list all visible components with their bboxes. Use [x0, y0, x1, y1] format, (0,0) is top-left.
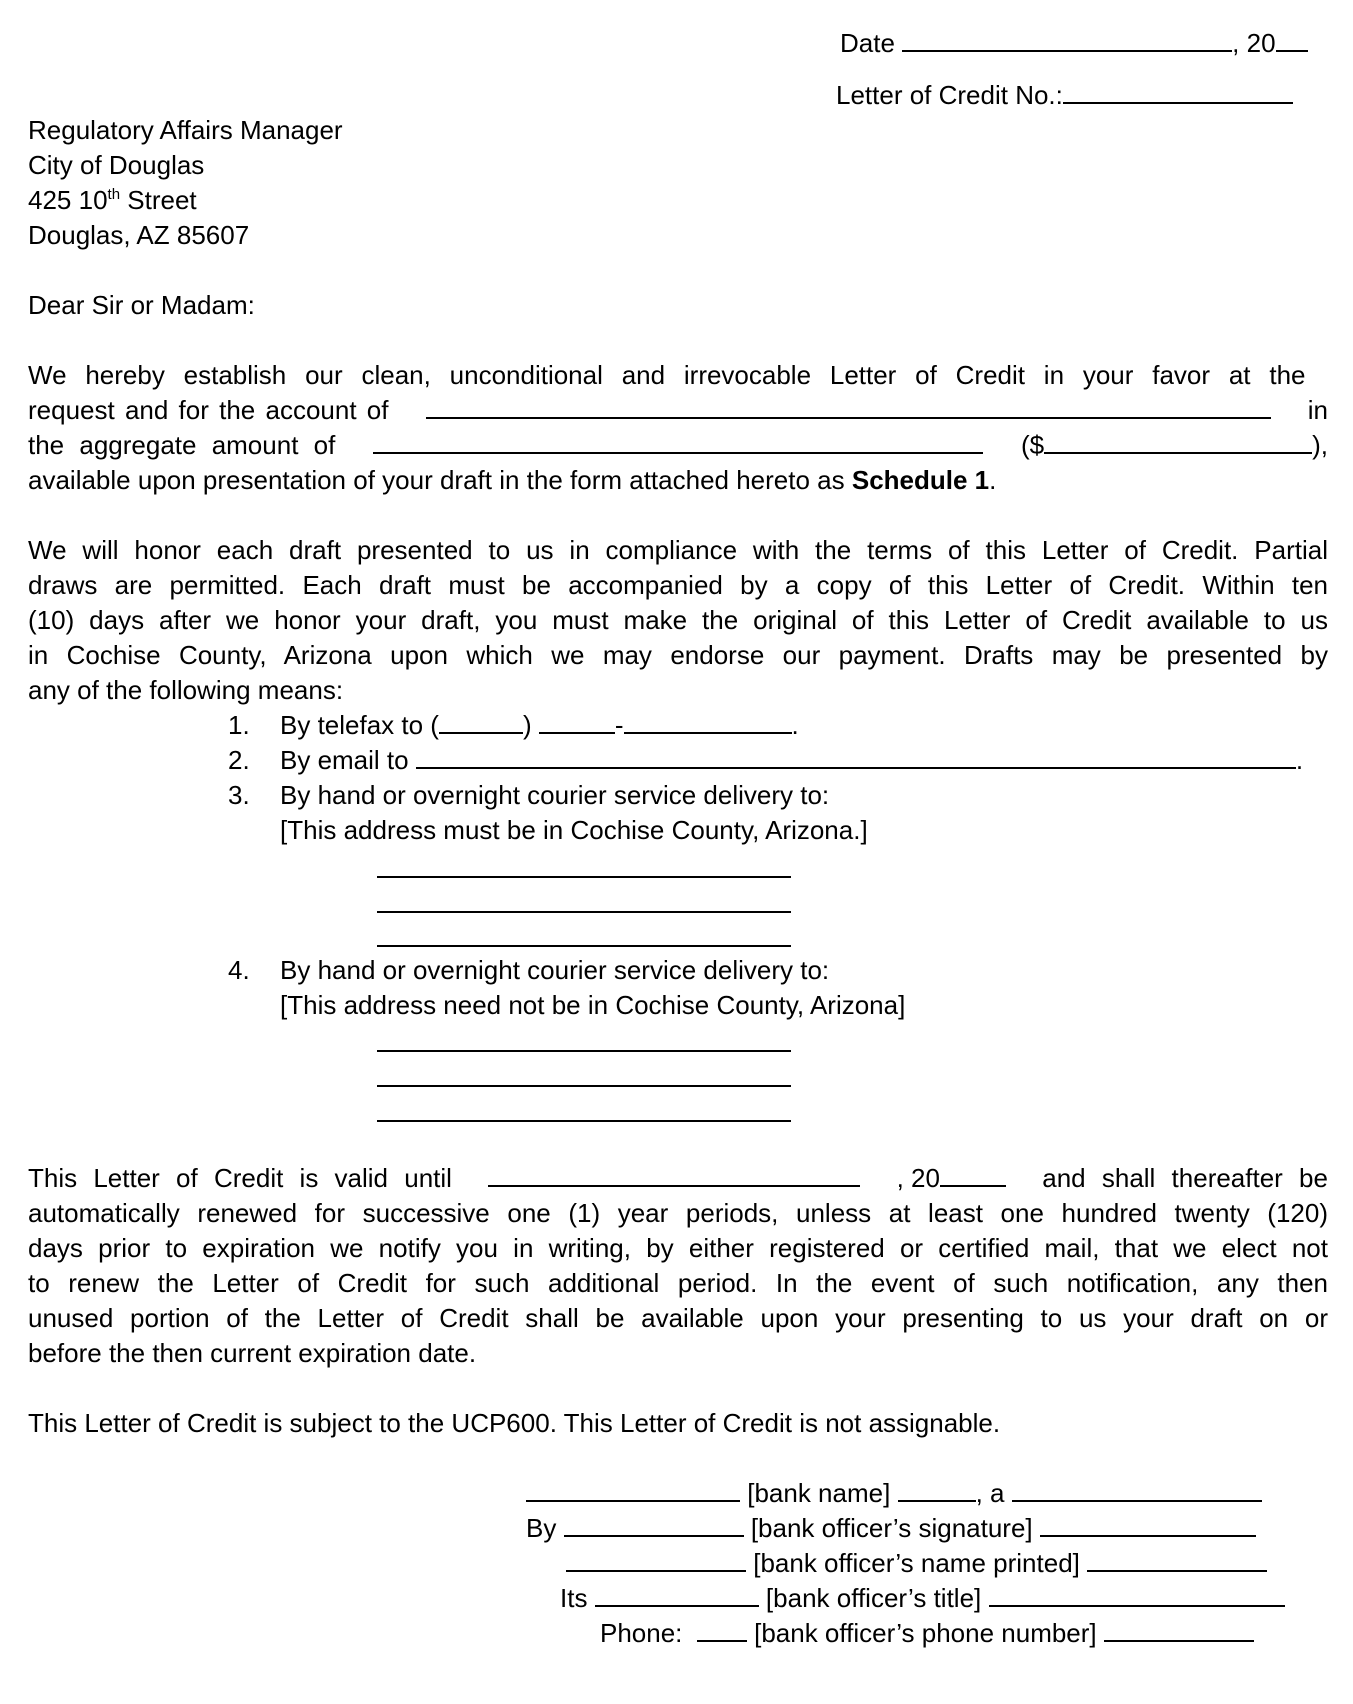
signature-label: [bank officer’s signature] — [750, 1513, 1033, 1543]
courier-any-note: [This address need not be in Cochise County, Arizona] — [280, 990, 906, 1020]
signature-field-2[interactable] — [1040, 1511, 1256, 1537]
para2-text: (10) days after we honor your draft, you must make the original of this Letter of Credit available to us — [28, 605, 1328, 635]
para3-text: days prior to expiration we notify you in writing, by either registered or certified mail, that we elect not — [28, 1233, 1328, 1263]
year-prefix: , 20 — [896, 1163, 940, 1193]
amount-figure-group — [1021, 428, 1328, 462]
ucp-clause: This Letter of Credit is subject to the UCP600. This Letter of Credit is not assignable. — [28, 1408, 1001, 1438]
addressee-title: Regulatory Affairs Manager — [28, 115, 343, 145]
loc-number-field[interactable] — [1063, 78, 1293, 104]
date-line — [840, 26, 1308, 60]
amount-figure-field[interactable] — [1044, 428, 1312, 454]
amount-close: ), — [1312, 430, 1328, 460]
local-address-line-3[interactable] — [377, 945, 791, 947]
phone-field-2[interactable] — [1104, 1616, 1254, 1642]
local-address-line-1[interactable] — [377, 876, 791, 878]
account-party-field[interactable] — [426, 393, 1271, 419]
item-number: 1. — [228, 710, 250, 740]
bank-type-field[interactable] — [1012, 1476, 1262, 1502]
other-address-line-3[interactable] — [377, 1120, 791, 1122]
period: . — [791, 710, 799, 740]
sig-bank-line — [526, 1476, 1262, 1510]
para3-text: before the then current expiration date. — [28, 1338, 477, 1368]
courier-label: By hand or overnight courier service delivery to: — [280, 780, 830, 810]
street-number-suffix: th — [107, 186, 121, 203]
name-printed-field[interactable] — [566, 1546, 746, 1572]
addressee-street — [28, 183, 197, 217]
expiry-date-field[interactable] — [488, 1161, 860, 1187]
email-label: By email to — [280, 745, 409, 775]
email-field[interactable] — [416, 743, 1296, 769]
bank-state-field[interactable] — [898, 1476, 976, 1502]
para2-line — [28, 533, 1328, 567]
comma-a: , a — [975, 1478, 1005, 1508]
addressee-org: City of Douglas — [28, 150, 205, 180]
means-item-courier-local — [228, 778, 829, 812]
dash: - — [614, 710, 624, 740]
item-number: 2. — [228, 745, 250, 775]
para2-text: in Cochise County, Arizona upon which we may endorse our payment. Drafts may be presented by — [28, 640, 1328, 670]
para1-schedule-text: available upon presentation of your draft in the form attached hereto as — [28, 465, 852, 495]
fax-area-code-field[interactable] — [439, 708, 523, 734]
para2-text: draws are permitted. Each draft must be accompanied by a copy of this Letter of Credit. Within ten — [28, 570, 1328, 600]
paren-close: ) — [522, 710, 532, 740]
para3-line — [28, 1231, 1328, 1265]
sig-title-line — [560, 1581, 1285, 1615]
date-year-field[interactable] — [1276, 26, 1308, 52]
para2-line — [28, 603, 1328, 637]
para1-in: in — [1307, 395, 1328, 425]
means-item-email — [228, 743, 1303, 777]
other-address-line-2[interactable] — [377, 1085, 791, 1087]
title-label: [bank officer’s title] — [765, 1583, 982, 1613]
fax-line-field[interactable] — [624, 708, 792, 734]
date-label: Date — [840, 28, 895, 58]
courier-label: By hand or overnight courier service delivery to: — [280, 955, 830, 985]
item-number: 3. — [228, 780, 250, 810]
para1-line2 — [28, 393, 1328, 427]
para3-text: to renew the Letter of Credit for such additional period. In the event of such notification, any then — [28, 1268, 1328, 1298]
amount-words-field[interactable] — [373, 428, 983, 454]
phone-number-label: [bank officer’s phone number] — [754, 1618, 1097, 1648]
para2-text: We will honor each draft presented to us in compliance with the terms of this Letter of Credit. Partial — [28, 535, 1328, 565]
street-number: 425 10 — [28, 185, 108, 215]
para2-line — [28, 568, 1328, 602]
para3-line — [28, 1266, 1328, 1300]
date-field[interactable] — [902, 26, 1232, 52]
para3-line — [28, 1301, 1328, 1335]
other-address-line-1[interactable] — [377, 1050, 791, 1052]
para1-line4 — [28, 463, 996, 497]
its-label: Its — [560, 1583, 588, 1613]
expiry-year-group — [897, 1161, 1006, 1195]
sig-phone-line — [600, 1616, 1254, 1650]
date-year-prefix: , 20 — [1232, 28, 1276, 58]
addressee-city: Douglas, AZ 85607 — [28, 220, 250, 250]
by-label: By — [526, 1513, 557, 1543]
signature-field[interactable] — [564, 1511, 744, 1537]
loc-number-label: Letter of Credit No.: — [836, 80, 1063, 110]
para3-text: unused portion of the Letter of Credit shall be available upon your presenting to us your draft on or — [28, 1303, 1328, 1333]
dollar-prefix: ($ — [1020, 430, 1045, 460]
para1-text: We hereby establish our clean, unconditional and irrevocable Letter of Credit in your favor at the — [28, 360, 1306, 390]
para1-line3 — [28, 428, 1328, 462]
means-item-telefax — [228, 708, 799, 742]
period: . — [989, 465, 997, 495]
name-printed-label: [bank officer’s name printed] — [753, 1548, 1080, 1578]
bank-name-field[interactable] — [526, 1476, 740, 1502]
phone-field[interactable] — [697, 1616, 747, 1642]
item-number: 4. — [228, 955, 250, 985]
salutation: Dear Sir or Madam: — [28, 290, 255, 320]
courier-local-note: [This address must be in Cochise County, Arizona.] — [280, 815, 868, 845]
means-item-courier-any — [228, 953, 829, 987]
para1-line1 — [28, 358, 1328, 392]
fax-prefix-field[interactable] — [539, 708, 615, 734]
valid-until-label: This Letter of Credit is valid until — [28, 1163, 452, 1193]
para3-text: automatically renewed for successive one (1) year periods, unless at least one hundred twenty (120) — [28, 1198, 1328, 1228]
street-name: Street — [120, 185, 197, 215]
title-field[interactable] — [595, 1581, 759, 1607]
title-field-2[interactable] — [989, 1581, 1285, 1607]
para2-text: any of the following means: — [28, 675, 344, 705]
para3-line1 — [28, 1161, 1328, 1195]
para1-amount-label: the aggregate amount of — [28, 430, 336, 460]
expiry-year-field[interactable] — [940, 1161, 1006, 1187]
period: . — [1295, 745, 1304, 775]
bank-name-label: [bank name] — [747, 1478, 891, 1508]
phone-label: Phone: — [600, 1618, 683, 1648]
schedule-1-ref: Schedule 1 — [851, 465, 990, 495]
para3-line — [28, 1196, 1328, 1230]
local-address-line-2[interactable] — [377, 911, 791, 913]
para2-line — [28, 638, 1328, 672]
loc-number-line — [836, 78, 1293, 112]
para1-account-label: request and for the account of — [28, 395, 389, 425]
sig-signature-line — [526, 1511, 1256, 1545]
name-printed-field-2[interactable] — [1087, 1546, 1267, 1572]
renewal-text: and shall thereafter be — [1042, 1163, 1328, 1193]
telefax-label: By telefax to ( — [280, 710, 439, 740]
sig-name-line — [566, 1546, 1267, 1580]
